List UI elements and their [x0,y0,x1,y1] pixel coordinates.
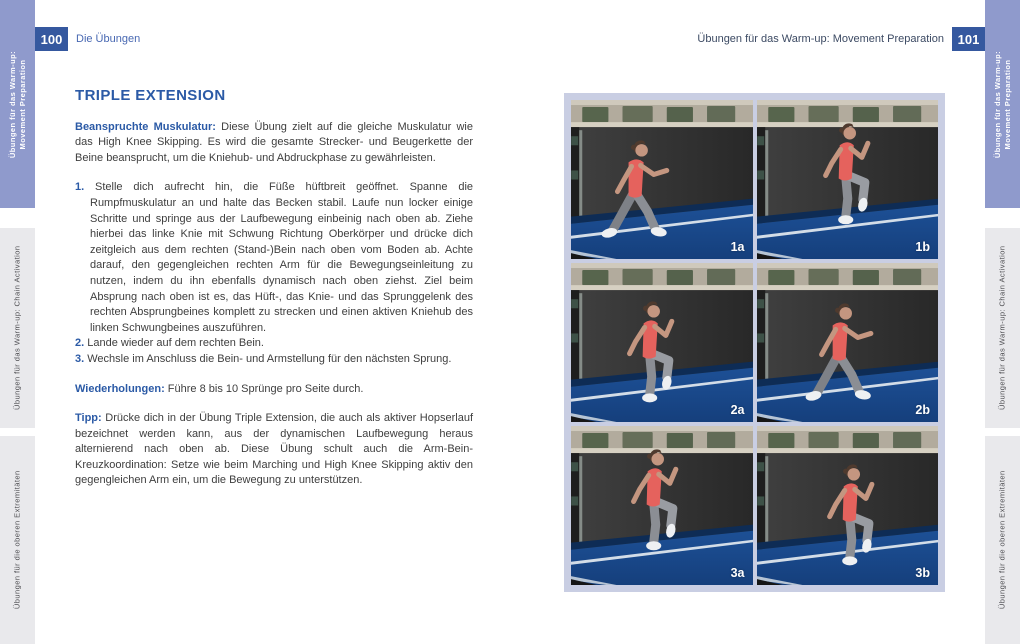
exercise-photo-3b [757,426,939,585]
exercise-photo-1b [757,100,939,259]
repetitions-label: Wiederholungen: [75,382,165,395]
tip-label: Tipp: [75,412,102,425]
exercise-photo-1a [571,100,753,259]
photo-label: 3a [730,566,745,580]
photo-label: 2a [730,403,745,417]
sidebar-tab-label: Übungen für das Warm-up: [8,50,17,158]
sidebar-tab-movement-preparation-right [985,0,1020,208]
exercise-article [75,88,473,503]
exercise-photo-2a [571,263,753,422]
sidebar-tab-label: Übungen für das Warm-up: Chain Activation [997,245,1007,411]
sidebar-tab-obere-extremitaeten-left [0,436,35,644]
running-header-right: Übungen für das Warm-up: Movement Preparation [697,33,944,45]
page-number-right: 101 [952,27,985,51]
exercise-photo-2b [757,263,939,422]
running-header-left: Die Übungen [76,33,141,45]
sidebar-tab-chain-activation-right [985,228,1020,428]
step-number: 3. [75,352,85,365]
page-number-left: 100 [35,27,68,51]
step-item [75,180,473,336]
step-text: Wechsle im Anschluss die Bein- und Armstellung für den nächsten Sprung. [87,352,452,365]
photo-label: 1a [730,240,745,254]
step-item [75,336,473,352]
step-number: 2. [75,337,85,350]
exercise-photo-grid [564,93,945,592]
exercise-photo-3a [571,426,753,585]
sidebar-tab-chain-activation-left [0,228,35,428]
step-text: Stelle dich aufrecht hin, die Füße hüftbreit geöffnet. Spanne die Rumpfmuskulatur an und halte das Becken stabil. Laufe nun locker einige Schritte und springe aus der Laufbewegung einbeinig nach oben ab. Ziehe hierbei das linke Knie mit Schwung Richtung Oberkörper und drücke dich zeitgleich aus dem rechten (Stand-)Bein nach oben vom Boden ab. Achte darauf, den gegengleichen rechten Arm für die Bewegungseinleitung zu nutzen, indem du ihn ebenfalls dynamisch nach oben ziehst. Ziel beim Absprung nach oben ist es, das Hüft-, das Knie- und das Sprunggelenk des rechten Absprungbeines komplett zu strecken und einen aktiven Kniehub des linken Schwungbeines auszuführen. [90,181,474,334]
tip-paragraph [75,411,473,489]
sidebar-tab-label: Übungen für das Warm-up: [993,50,1002,158]
muscles-text: Diese Übung zielt auf die gleiche Muskulatur wie das High Knee Skipping. Es wird die gesamte Strecker- und Beugerkette der Beine beansprucht, um die Kniehub- und Abdruckphase zu gewährleisten. [75,120,473,164]
sidebar-tab-label: Übungen für die oberen Extremitäten [12,470,22,610]
step-item [75,352,473,368]
muscles-label: Beanspruchte Muskulatur: [75,120,216,133]
sidebar-tab-label: Movement Preparation [17,59,27,149]
photo-label: 2b [915,403,930,417]
tip-text: Drücke dich in der Übung Triple Extension, die auch als aktiver Hopserlauf bezeichnet werden kann, aus der dynamischen Laufbewegung heraus alternierend nach oben ab. Diese Übung schult auch die Arm-Bein-Kreuzkoordination: Setze wie beim Marching und High Knee Skipping aktiv den gegengleichen Arm ein, um die Bewegung zu unterstützen. [75,412,474,487]
step-number: 1. [75,181,85,194]
photo-label: 1b [915,240,930,254]
photo-label: 3b [915,566,930,580]
exercise-steps [75,180,473,367]
repetitions-text: Führe 8 bis 10 Sprünge pro Seite durch. [167,382,364,395]
sidebar-tab-obere-extremitaeten-right [985,436,1020,644]
muscles-paragraph [75,120,473,167]
sidebar-tab-label: Übungen für das Warm-up: Chain Activation [12,245,22,411]
sidebar-tab-label: Movement Preparation [1002,59,1012,149]
step-text: Lande wieder auf dem rechten Bein. [87,337,264,350]
exercise-title: TRIPLE EXTENSION [75,87,226,104]
repetitions-paragraph [75,382,473,398]
sidebar-tab-movement-preparation-left [0,0,35,208]
sidebar-tab-label: Übungen für die oberen Extremitäten [997,470,1007,610]
